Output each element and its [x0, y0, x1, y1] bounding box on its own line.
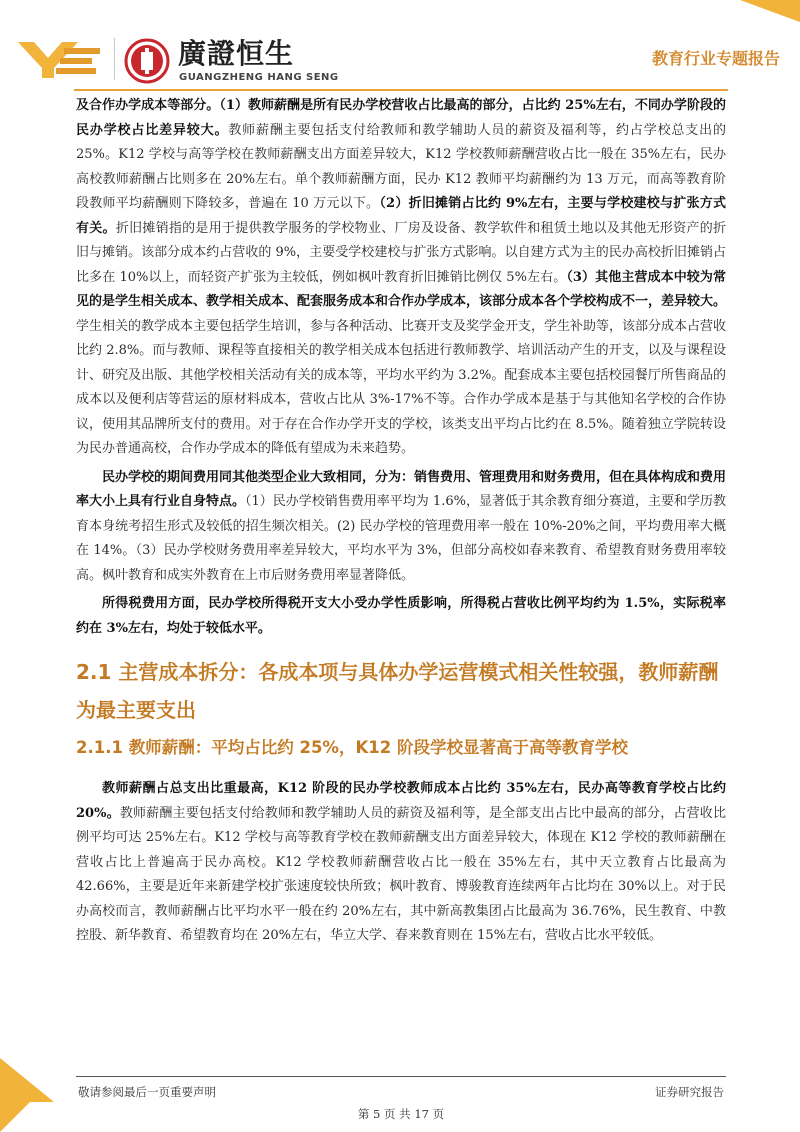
- header-rule: [74, 89, 728, 91]
- bold-text: （2）折旧摊销占比约 9%左右，主要与学校建校与扩张方式有关。: [76, 196, 726, 236]
- bold-text: 所得税费用方面，民办学校所得税开支大小受办学性质影响，所得税占营收比例平均约为 1.5%，实际税率约在 3%左右，均处于较低水平。: [76, 596, 726, 636]
- logo-divider: [114, 38, 115, 80]
- body-text: 教师薪酬主要包括支付给教师和教学辅助人员的薪资及福利等，约占学校总支出的 25%。K12 学校与高等学校在教师薪酬支出方面差异较大，K12 学校教师薪酬营收占比一般在 35%左右，民办高校教师薪酬占比则多在 20%左右。单个教师薪酬方面，民办 K12 教师平均薪酬约为 13 万元，而高等教育阶段教师平均薪酬则下降较多，普遍在 10 万元以下。: [76, 122, 726, 211]
- report-type-label: 教育行业专题报告: [651, 49, 780, 68]
- paragraph-teacher-salary: [76, 777, 726, 949]
- body-text: （1）民办学校销售费用率平均为 1.6%，显著低于其余教育细分赛道，主要和学历教育本身统考招生形式及较低的招生频次相关。(2) 民办学校的管理费用率一般在 10%-20%之间，平均费用率大概在 14%。（3）民办学校财务费用率差异较大，平均水平为 3%，但部分高校如春来教育、希望教育财务费用率较高。枫叶教育和成实外教育在上市后财务费用率显著降低。: [76, 494, 726, 583]
- ye-logo-icon: [18, 42, 104, 78]
- disclaimer-note: 敬请参阅最后一页重要声明: [78, 1085, 216, 1099]
- page-number: 第 5 页 共 17 页: [357, 1107, 445, 1121]
- section-heading-2-1: 2.1 主营成本拆分：各成本项与具体办学运营模式相关性较强，教师薪酬为最主要支出: [76, 660, 719, 722]
- brand-name-cn: 廣證恒生: [178, 37, 295, 70]
- guangzheng-seal-icon: [124, 38, 170, 84]
- page-footer: [76, 1076, 726, 1121]
- paragraph-income-tax: [76, 592, 726, 641]
- brand-name-en: GUANGZHENG HANG SENG: [179, 72, 339, 83]
- bold-text: 民办学校的期间费用同其他类型企业大致相同，分为：销售费用、管理费用和财务费用，但在具体构成和费用率大小上具有行业自身特点。: [76, 469, 727, 509]
- corner-decoration-bottom: [0, 1058, 54, 1102]
- report-category: 证券研究报告: [655, 1085, 724, 1099]
- bold-text: （3）其他主营成本中较为常见的是学生相关成本、教学相关成本、配套服务成本和合作办学成本，该部分成本各个学校构成不一，差异较大。: [76, 269, 727, 309]
- section-heading-2-1-1: 2.1.1 教师薪酬：平均占比约 25%，K12 阶段学校显著高于高等教育学校: [76, 738, 628, 757]
- paragraph-period-expenses: [76, 466, 726, 589]
- bold-text: 及合作办学成本等部分。（1）教师薪酬是所有民办学校营收占比最高的部分，占比约 25%左右，不同办学阶段的民办学校占比差异较大。: [76, 98, 726, 138]
- corner-decoration-bottom-small: [0, 1102, 30, 1132]
- body-text: 折旧摊销指的是用于提供教学服务的学校物业、厂房及设备、教学软件和租赁土地以及其他无形资产的折旧与摊销。该部分成本约占营收的 9%，主要受学校建校与扩张方式影响。以自建方式为主的民办高校折旧摊销占比多在 10%以上，而轻资产扩张为主较低，例如枫叶教育折旧摊销比例仅 5%左右。: [76, 220, 726, 285]
- report-body: [76, 94, 726, 949]
- bold-text: 教师薪酬占总支出比重最高，K12 阶段的民办学校教师成本占比约 35%左右，民办高等教育学校占比约 20%。: [76, 781, 726, 821]
- body-text: 学生相关的教学成本主要包括学生培训，参与各种活动、比赛开支及奖学金开支，学生补助等，该部分成本占营收比约 2.8%。而与教师、课程等直接相关的教学相关成本包括进行教师教学、培训活动产生的开支，以及与课程设计、研究及出版、其他学校相关活动有关的成本等，平均水平约为 3.2%。配套成本主要包括校园餐厅所售商品的成本以及便利店等营运的原材料成本，营收占比从 3%-17%不等。合作办学成本是基于与其他知名学校的合作协议，使用其品牌所支付的费用。对于存在合作办学开支的学校，该类支出平均占比约在 8.5%。随着独立学院转设为民办普通高校，合作办学成本的降低有望成为未来趋势。: [76, 318, 727, 456]
- body-text: 教师薪酬主要包括支付给教师和教学辅助人员的薪资及福利等，是全部支出占比中最高的部分，占营收比例平均可达 25%左右。K12 学校与高等教育学校在教师薪酬支出方面差异较大，体现在 K12 学校的教师薪酬在营收占比上普遍高于民办高校。K12 学校教师薪酬营收占比一般在 35%左右，其中天立教育占比最高为 42.66%，主要是近年来新建学校扩张速度较快所致；枫叶教育、博骏教育连续两年占比均在 30%以上。对于民办高校而言，教师薪酬占比平均水平一般在约 20%左右，其中新高教集团占比最高为 36.76%，民生教育、中教控股、新华教育、希望教育均在 20%左右，华立大学、春来教育则在 15%左右，营收占比水平较低。: [76, 805, 726, 943]
- paragraph-main-cost: [76, 94, 726, 462]
- footer-rule: [76, 1076, 726, 1077]
- page-header: [18, 32, 780, 88]
- corner-decoration-top: [740, 0, 800, 22]
